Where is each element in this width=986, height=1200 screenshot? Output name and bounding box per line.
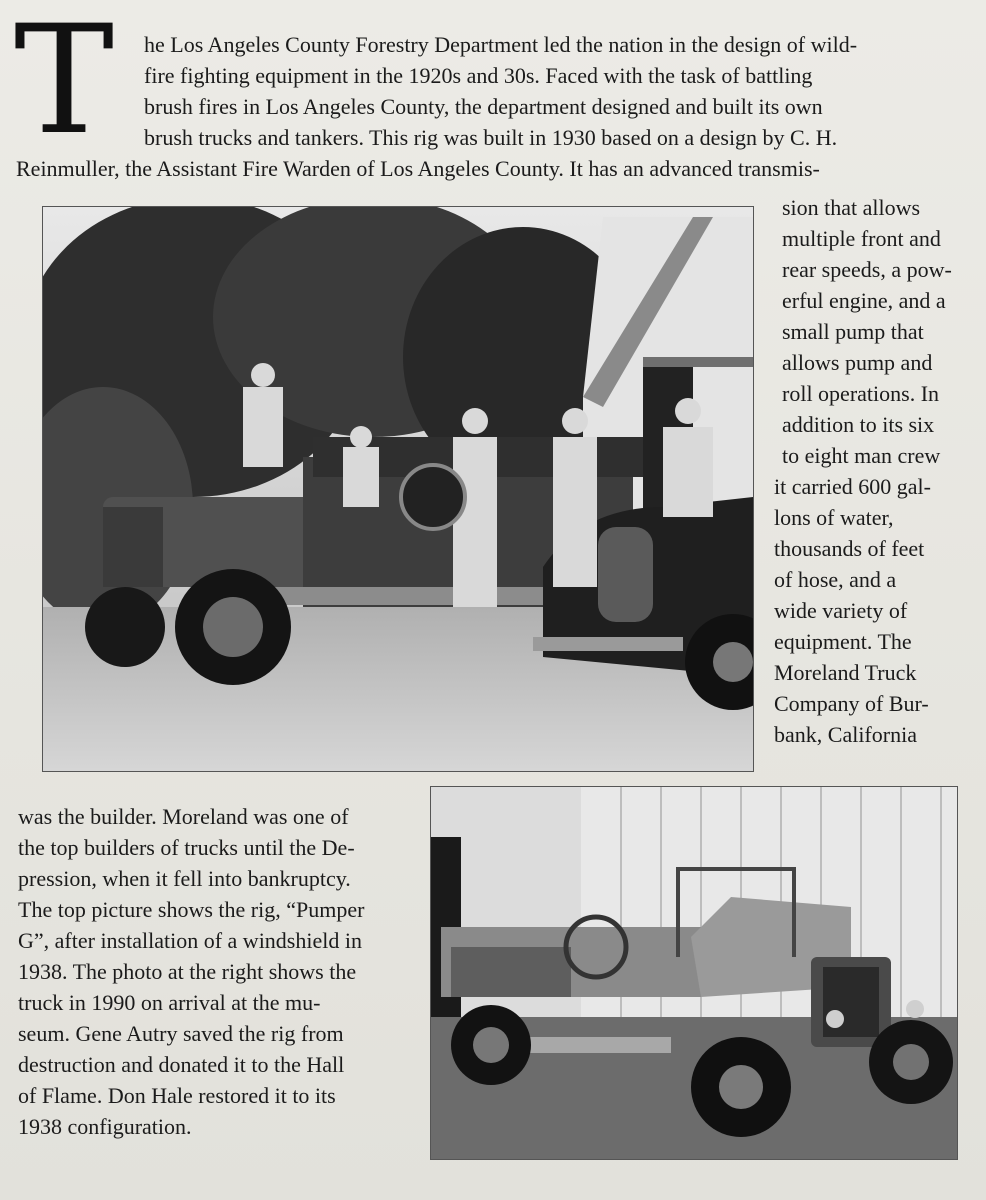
right-column-line: allows pump and <box>782 350 933 375</box>
bottom-left-line: pression, when it fell into bankruptcy. <box>18 866 351 891</box>
bottom-left-line: the top builders of trucks until the De- <box>18 835 355 860</box>
right-column-line: wide variety of <box>774 598 908 623</box>
restored-truck-image <box>431 787 957 1159</box>
right-column-line: thousands of feet <box>774 536 925 561</box>
right-column-line: roll operations. In <box>782 381 940 406</box>
drop-cap: T <box>14 0 111 168</box>
right-column-line: small pump that <box>782 319 924 344</box>
right-column-line: Moreland Truck <box>774 660 917 685</box>
bottom-left-line: of Flame. Don Hale restored it to its <box>18 1083 336 1108</box>
right-column-line: addition to its six <box>782 412 935 437</box>
right-column-line: bank, California <box>774 722 917 747</box>
intro-line: brush fires in Los Angeles County, the department designed and built its own <box>144 94 823 119</box>
right-column-line: Company of Bur- <box>774 691 929 716</box>
bottom-left-line: truck in 1990 on arrival at the mu- <box>18 990 321 1015</box>
bottom-photo <box>430 786 958 1160</box>
right-column-line: of hose, and a <box>774 567 897 592</box>
intro-line: Reinmuller, the Assistant Fire Warden of Los Angeles County. It has an advanced transmis- <box>16 156 820 181</box>
right-column-line: erful engine, and a <box>782 288 946 313</box>
right-column-line: multiple front and <box>782 226 941 251</box>
bottom-left-line: 1938. The photo at the right shows the <box>18 959 357 984</box>
right-column-line: to eight man crew <box>782 443 941 468</box>
right-column-line: rear speeds, a pow- <box>782 257 952 282</box>
right-column-line: sion that allows <box>782 195 921 220</box>
fire-truck-crew-image <box>43 207 753 771</box>
right-column-line: equipment. The <box>774 629 912 654</box>
right-column-line: lons of water, <box>774 505 894 530</box>
bottom-left-line: 1938 configuration. <box>18 1114 192 1139</box>
intro-line: he Los Angeles County Forestry Department led the nation in the design of wild- <box>144 32 858 57</box>
bottom-left-line: was the builder. Moreland was one of <box>18 804 349 829</box>
intro-line: fire fighting equipment in the 1920s and 30s. Faced with the task of battling <box>144 63 813 88</box>
right-column-line: it carried 600 gal- <box>774 474 931 499</box>
bottom-left-line: destruction and donated it to the Hall <box>18 1052 345 1077</box>
intro-line: brush trucks and tankers. This rig was built in 1930 based on a design by C. H. <box>144 125 838 150</box>
bottom-left-line: seum. Gene Autry saved the rig from <box>18 1021 344 1046</box>
bottom-left-line: G”, after installation of a windshield in <box>18 928 362 953</box>
top-photo <box>42 206 754 772</box>
bottom-left-line: The top picture shows the rig, “Pumper <box>18 897 365 922</box>
